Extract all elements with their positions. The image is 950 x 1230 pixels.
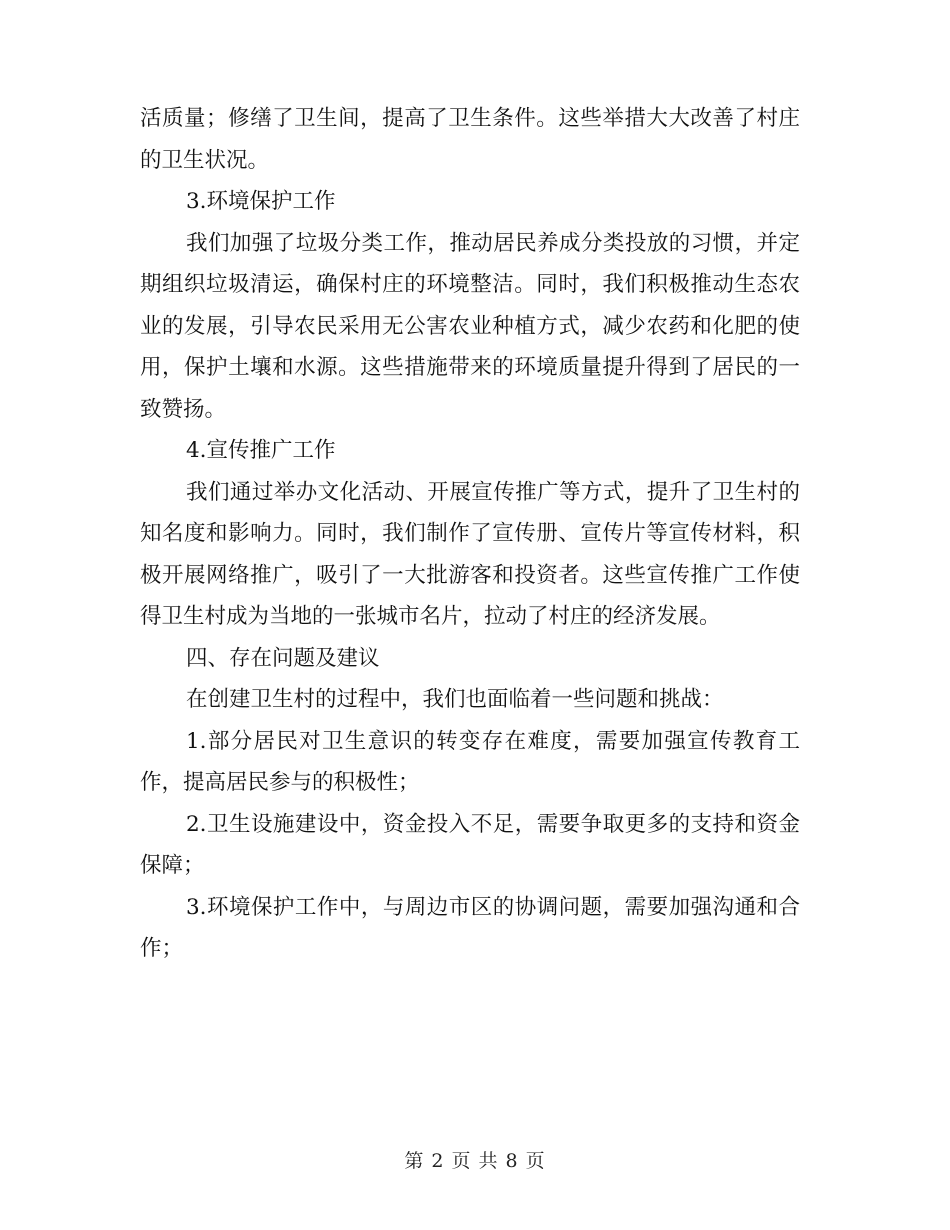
section-heading-promotion: 4.宣传推广工作 (186, 438, 336, 463)
section-heading-issues: 四、存在问题及建议 (186, 645, 380, 671)
paragraph-issues-intro: 在创建卫生村的过程中，我们也面临着一些问题和挑战： (186, 687, 724, 712)
document-body (140, 98, 800, 970)
issue-item-1: 1.部分居民对卫生意识的转变存在难度，需要加强宣传教育工作，提高居民参与的积极性； (140, 728, 800, 795)
page-number-footer: 第 2 页 共 8 页 (404, 1150, 546, 1172)
issue-item-2: 2.卫生设施建设中，资金投入不足，需要争取更多的支持和资金保障； (140, 811, 800, 878)
paragraph-promotion: 我们通过举办文化活动、开展宣传推广等方式，提升了卫生村的知名度和影响力。同时，我们制作了宣传册、宣传片等宣传材料，积极开展网络推广，吸引了一大批游客和投资者。这些宣传推广工作使得卫生村成为当地的一张城市名片，拉动了村庄的经济发展。 (140, 479, 800, 629)
paragraph-1: 活质量；修缮了卫生间，提高了卫生条件。这些举措大大改善了村庄的卫生状况。 (140, 106, 800, 173)
issue-item-3: 3.环境保护工作中，与周边市区的协调问题，需要加强沟通和合作； (140, 894, 800, 961)
section-heading-environment: 3.环境保护工作 (186, 189, 336, 214)
paragraph-environment: 我们加强了垃圾分类工作，推动居民养成分类投放的习惯，并定期组织垃圾清运，确保村庄的环境整洁。同时，我们积极推动生态农业的发展，引导农民采用无公害农业种植方式，减少农药和化肥的使用，保护土壤和水源。这些措施带来的环境质量提升得到了居民的一致赞扬。 (140, 230, 800, 422)
